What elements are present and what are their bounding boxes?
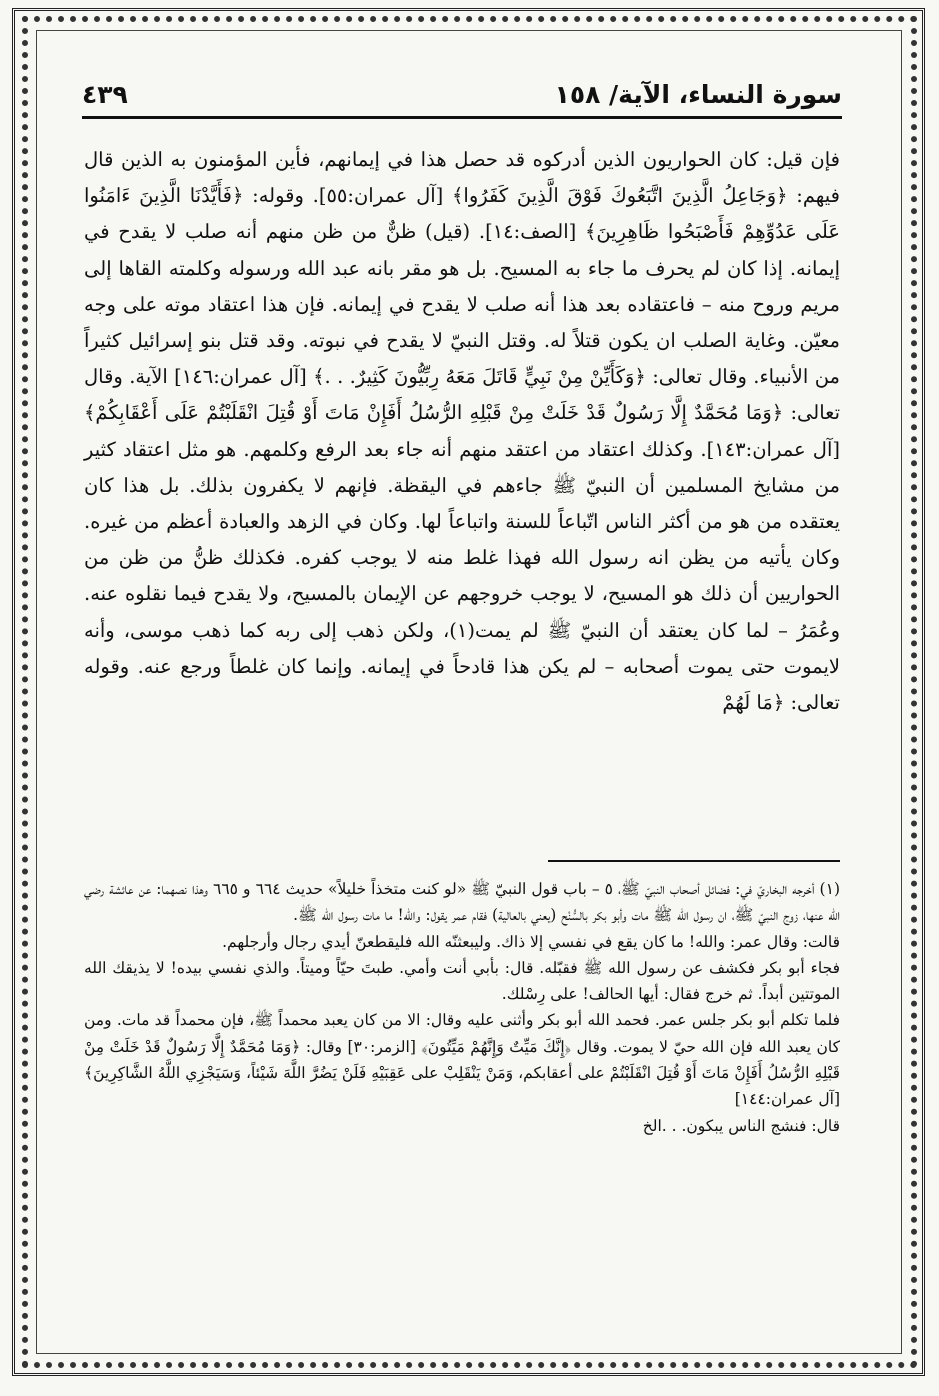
footnote-paragraph: قال: فنشج الناس يبكون. . .الخ	[642, 1116, 840, 1135]
footnote-paragraph: فلما تكلم أبو بكر جلس عمر. فحمد الله أبو بكر وأثنى عليه وقال: الا من كان يعبد محمداً ﷺ، فإن محمداً قد مات. ومن كان يعبد الله فإن الله حيّ لا يموت. وقال ﴿إِنَّكَ مَيِّتٌ وَإِنَّهُمْ مَيِّتُونَ﴾ [الزمر:٣٠] وقال: ﴿وَمَا مُحَمَّدٌ إِلَّا رَسُولٌ قَدْ خَلَتْ مِنْ قَبْلِهِ الرُّسُلُ أَفَإِنْ مَاتَ أَوْ قُتِلَ انْقَلَبْتُمْ على أعقابكم، وَمَنْ يَنْقَلِبْ على عَقِبَيْهِ فَلَنْ يَضُرَّ اللَّهَ شَيْئاً، وَسَيَجْزِي اللَّهُ الشَّاكِرِينَ﴾ [آل عمران:١٤٤]	[84, 1011, 840, 1109]
footnote-separator	[548, 860, 840, 862]
footnote-paragraph: (١) أخرجه البخاريّ في: فضائل أصحاب النبيّ ﷺ، ٥ – باب قول النبيّ ﷺ «لو كنت متخذاً خليلاً» حديث ٦٦٤ و ٦٦٥ وهذا نصهما: عن عائشة رضي الله عنها، زوج النبيّ ﷺ، ان رسول الله ﷺ مات وأبو بكر بالسُّنْح (يعني بالعالية) فقام عمر يقول: والله! ما مات رسول الله ﷺ.	[84, 880, 840, 925]
page-number: ٤٣٩	[82, 79, 128, 109]
footnote-paragraph: فجاء أبو بكر فكشف عن رسول الله ﷺ فقبّله. قال: بأبي أنت وأمي. طبتَ حيّاً وميتاً. والذي نفسي بيده! لا يذيقك الله الموتتين أبداً. ثم خرج فقال: أيها الحالف! على رِسْلك.	[84, 958, 840, 1004]
footnote-paragraph: قالت: وقال عمر: والله! ما كان يقع في نفسي إلا ذاك. وليبعثنّه الله فليقطعنّ أيدي رجال وأرجلهم.	[222, 932, 840, 951]
main-body-text	[84, 142, 840, 721]
page-header	[82, 72, 842, 119]
running-title: سورة النساء، الآية/ ١٥٨	[554, 79, 842, 109]
footnotes-block	[84, 876, 840, 1139]
body-paragraph: فإن قيل: كان الحواريون الذين أدركوه قد حصل هذا في إيمانهم، فأين المؤمنون به الذين قال فيهم: ﴿وَجَاعِلُ الَّذِينَ اتَّبَعُوكَ فَوْقَ الَّذِينَ كَفَرُوا﴾ [آل عمران:٥٥]. وقوله: ﴿فَأَيَّدْنَا الَّذِينَ ءَامَنُوا عَلَى عَدُوِّهِمْ فَأَصْبَحُوا ظَاهِرِينَ﴾ [الصف:١٤]. (قيل) ظنٌّ من ظن منهم أنه صلب لا يقدح في إيمانه. إذا كان لم يحرف ما جاء به المسيح. بل هو مقر بانه عبد الله ورسوله وكلمته القاها إلى مريم وروح منه – فاعتقاده بعد هذا أنه صلب لا يقدح في إيمانه. فإن هذا اعتقاد موته على وجه معيّن. وغاية الصلب ان يكون قتلاً له. وقتل النبيّ لا يقدح في نبوته. وقد قتل بنو إسرائيل كثيراً من الأنبياء. وقال تعالى: ﴿وَكَأَيِّنْ مِنْ نَبِيٍّ قَاتَلَ مَعَهُ رِبِّيُّونَ كَثِيرٌ. . .﴾ [آل عمران:١٤٦] الآية. وقال تعالى: ﴿وَمَا مُحَمَّدٌ إِلَّا رَسُولٌ قَدْ خَلَتْ مِنْ قَبْلِهِ الرُّسُلُ أَفَإِنْ مَاتَ أَوْ قُتِلَ انْقَلَبْتُمْ عَلَى أَعْقَابِكُمْ﴾ [آل عمران:١٤٣]. وكذلك اعتقاد من اعتقد منهم أنه جاء بعد الرفع وكلمهم. هو مثل اعتقاد كثير من مشايخ المسلمين أن النبيّ ﷺ جاءهم في اليقظة. فإنهم لا يكفرون بذلك. بل هذا كان يعتقده من هو من أكثر الناس اتّباعاً للسنة واتباعاً لها. وكان في الزهد والعبادة أعظم من غيره. وكان يأتيه من يظن انه رسول الله فهذا غلط منه لا يوجب كفره. فكذلك ظنُّ من ظن من الحواريين أن ذلك هو المسيح، لا يوجب خروجهم عن الإيمان بالمسيح، ولا يقدح فيما نقلوه عنه. وعُمَرُ – لما كان يعتقد أن النبيّ ﷺ لم يمت(١)، ولكن ذهب إلى ربه كما ذهب موسى، وأنه لايموت حتى يموت أصحابه – لم يكن هذا قادحاً في إيمانه. وإنما كان غلطاً ورجع عنه. وقوله تعالى: ﴿مَا لَهُمْ	[84, 148, 840, 715]
